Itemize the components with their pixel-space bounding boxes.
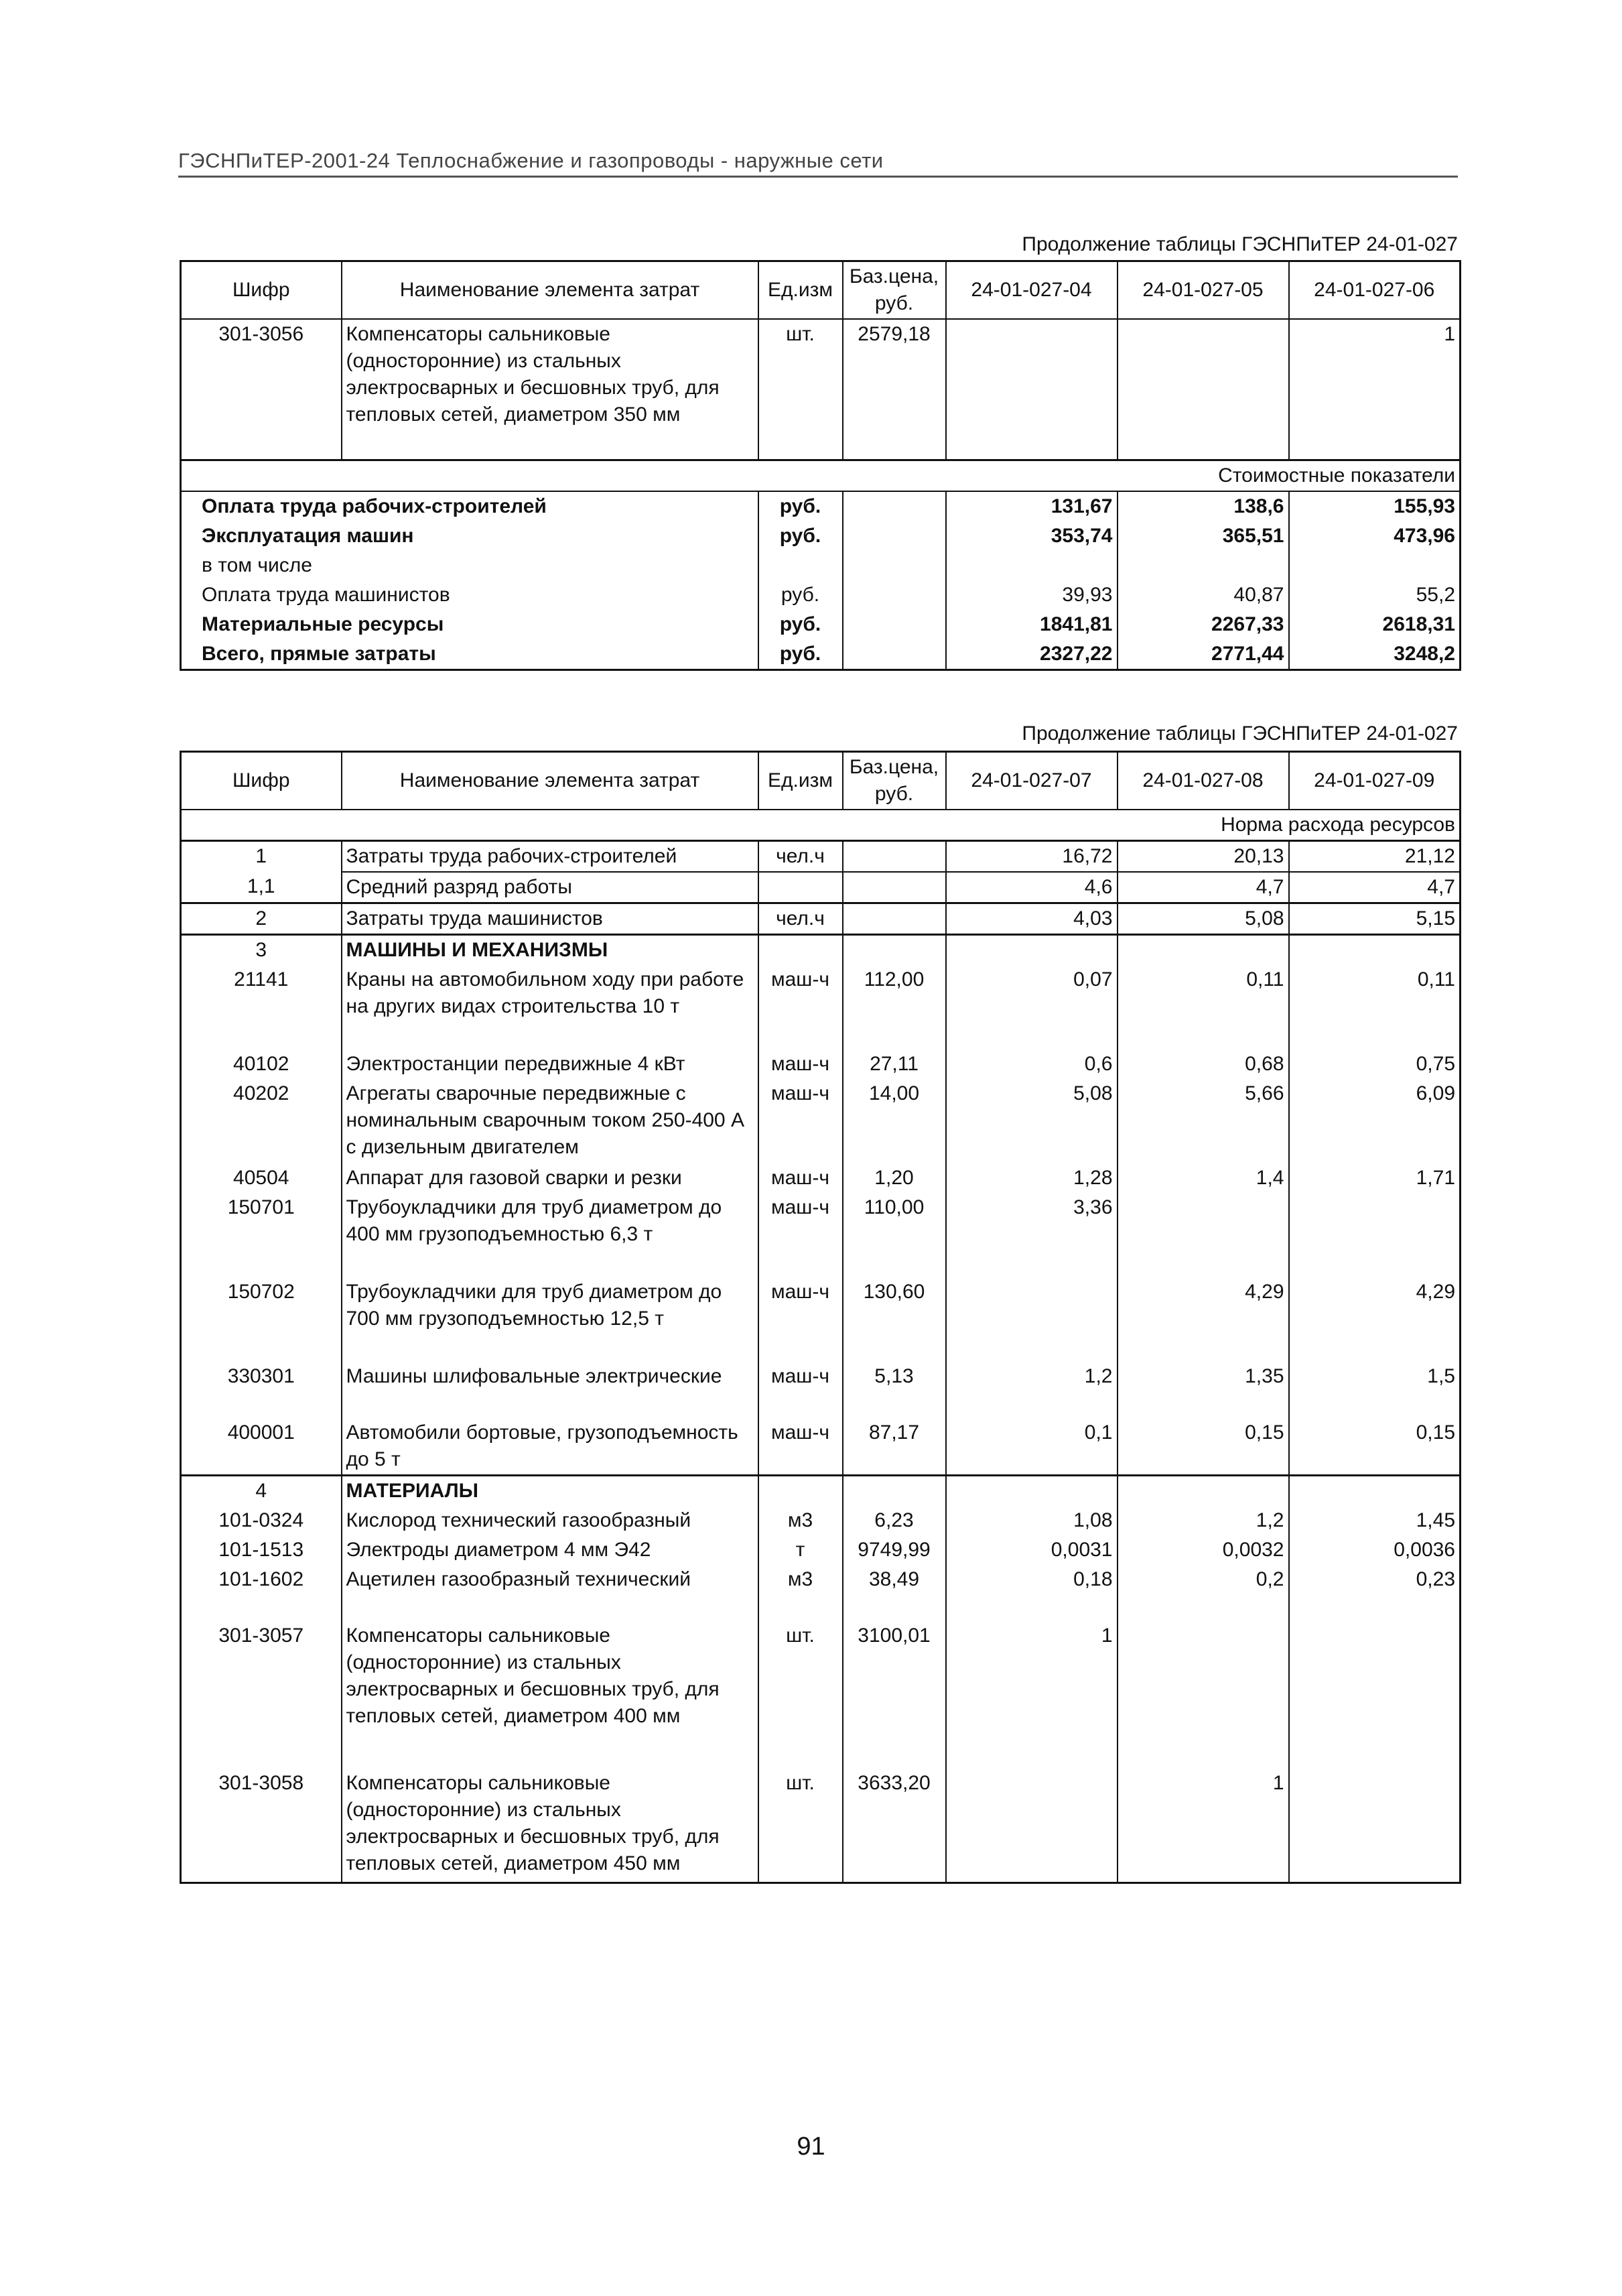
row-code: 40504 [181,1163,342,1193]
row-name: Агрегаты сварочные передвижные с номинальным сварочным током 250-400 А с дизельным двигателем [342,1079,758,1163]
row-code: 301-3057 [181,1621,342,1769]
row-unit: маш-ч [758,965,843,1049]
row-code: 301-3058 [181,1769,342,1883]
row-price: 130,60 [843,1277,946,1362]
cost-v1: 131,67 [946,491,1118,521]
row-price [843,935,946,966]
row-v3: 4,7 [1289,872,1461,903]
table-row [181,841,1461,873]
row-code: 1 [181,841,342,873]
row-name: Машины шлифовальные электрические [342,1362,758,1418]
cost-row [181,580,1461,610]
row-price: 38,49 [843,1565,946,1621]
row-unit: маш-ч [758,1277,843,1362]
cost-v1: 1841,81 [946,610,1118,639]
row-v2: 0,0032 [1118,1535,1289,1565]
row-price: 9749,99 [843,1535,946,1565]
cost-name: Оплата труда машинистов [181,580,758,610]
cost-price [843,521,946,551]
table-row [181,1506,1461,1535]
row-unit: м3 [758,1565,843,1621]
row-unit: маш-ч [758,1418,843,1476]
table-row [181,872,1461,903]
cost-price [843,610,946,639]
cost-v2: 40,87 [1118,580,1289,610]
row-unit: шт. [758,1769,843,1883]
row-v3: 21,12 [1289,841,1461,873]
running-header: ГЭСНПиТЕР-2001-24 Теплоснабжение и газопроводы - наружные сети [178,149,1458,178]
col-code-header: Шифр [181,752,342,810]
row-v1: 0,1 [946,1418,1118,1476]
row-code: 40202 [181,1079,342,1163]
table-row [181,935,1461,966]
col-price-header: Баз.цена, руб. [843,752,946,810]
row-unit [758,935,843,966]
row-v1: 1,2 [946,1362,1118,1418]
row-unit: маш-ч [758,1163,843,1193]
col-v1-header: 24-01-027-07 [946,752,1118,810]
col-unit-header: Ед.изм [758,752,843,810]
cost-row [181,521,1461,551]
table1-item-row [181,319,1461,460]
row-price: 14,00 [843,1079,946,1163]
row-name: Ацетилен газообразный технический [342,1565,758,1621]
row-v3 [1289,1476,1461,1507]
row-v2 [1118,1476,1289,1507]
cost-v2 [1118,551,1289,580]
row-v1: 5,08 [946,1079,1118,1163]
row-name: Электроды диаметром 4 мм Э42 [342,1535,758,1565]
row-code: 150702 [181,1277,342,1362]
row-code: 1,1 [181,872,342,903]
row-code: 400001 [181,1418,342,1476]
row-name: Кислород технический газообразный [342,1506,758,1535]
row-unit: маш-ч [758,1079,843,1163]
cost-name: Всего, прямые затраты [181,639,758,670]
table1-header-row [181,261,1461,320]
row-code: 2 [181,903,342,935]
row-v2: 1,4 [1118,1163,1289,1193]
table1-caption: Продолжение таблицы ГЭСНПиТЕР 24-01-027 [1022,233,1458,255]
row-v1 [946,1277,1118,1362]
section-label: Норма расхода ресурсов [181,810,1461,841]
table2 [180,751,1461,1884]
cost-unit: руб. [758,580,843,610]
section-label-row [181,810,1461,841]
row-price [843,841,946,873]
item-code: 301-3056 [181,319,342,460]
col-v3-header: 24-01-027-06 [1289,261,1461,320]
row-price: 27,11 [843,1049,946,1079]
row-v1: 0,6 [946,1049,1118,1079]
row-unit [758,1476,843,1507]
cost-name: Материальные ресурсы [181,610,758,639]
row-code: 101-0324 [181,1506,342,1535]
row-name: Трубоукладчики для труб диаметром до 400 мм грузоподъемностью 6,3 т [342,1193,758,1277]
cost-name: Эксплуатация машин [181,521,758,551]
row-v1: 0,18 [946,1565,1118,1621]
row-name: Затраты труда рабочих-строителей [342,841,758,873]
table-row [181,1049,1461,1079]
col-v2-header: 24-01-027-08 [1118,752,1289,810]
cost-unit: руб. [758,610,843,639]
table-row [181,965,1461,1049]
row-v1 [946,935,1118,966]
item-v1 [946,319,1118,460]
row-v1: 0,07 [946,965,1118,1049]
row-unit: м3 [758,1506,843,1535]
cost-name: Оплата труда рабочих-строителей [181,491,758,521]
row-price: 6,23 [843,1506,946,1535]
table2-caption: Продолжение таблицы ГЭСНПиТЕР 24-01-027 [1022,722,1458,745]
row-v3: 1,71 [1289,1163,1461,1193]
row-name: МАТЕРИАЛЫ [342,1476,758,1507]
row-v3: 0,11 [1289,965,1461,1049]
row-name: Электростанции передвижные 4 кВт [342,1049,758,1079]
row-price: 5,13 [843,1362,946,1418]
row-price: 87,17 [843,1418,946,1476]
row-price [843,872,946,903]
cost-price [843,551,946,580]
col-v2-header: 24-01-027-05 [1118,261,1289,320]
row-v1: 4,03 [946,903,1118,935]
row-name: Компенсаторы сальниковые (односторонние) из стальных электросварных и бесшовных труб, для тепловых сетей, диаметром 400 мм [342,1621,758,1769]
table-row [181,1476,1461,1507]
row-v3: 6,09 [1289,1079,1461,1163]
section-label-row [181,460,1461,491]
col-name-header: Наименование элемента затрат [342,752,758,810]
cost-v2: 2771,44 [1118,639,1289,670]
item-unit: шт. [758,319,843,460]
cost-v3: 2618,31 [1289,610,1461,639]
row-v3 [1289,1621,1461,1769]
row-price [843,903,946,935]
table2-header-row [181,752,1461,810]
row-price [843,1476,946,1507]
row-v1: 4,6 [946,872,1118,903]
row-v1: 0,0031 [946,1535,1118,1565]
row-v2: 0,11 [1118,965,1289,1049]
cost-name: в том числе [181,551,758,580]
row-v1: 1,28 [946,1163,1118,1193]
cost-price [843,639,946,670]
row-v3: 0,0036 [1289,1535,1461,1565]
row-unit: чел.ч [758,841,843,873]
table1 [180,260,1461,671]
col-name-header: Наименование элемента затрат [342,261,758,320]
col-unit-header: Ед.изм [758,261,843,320]
cost-v3: 155,93 [1289,491,1461,521]
row-name: Трубоукладчики для труб диаметром до 700 мм грузоподъемностью 12,5 т [342,1277,758,1362]
item-v2 [1118,319,1289,460]
row-name: Средний разряд работы [342,872,758,903]
row-price: 1,20 [843,1163,946,1193]
row-unit: маш-ч [758,1049,843,1079]
row-v1 [946,1769,1118,1883]
row-v2: 5,66 [1118,1079,1289,1163]
item-name: Компенсаторы сальниковые (односторонние) из стальных электросварных и бесшовных труб, для тепловых сетей, диаметром 350 мм [342,319,758,460]
row-v2: 0,15 [1118,1418,1289,1476]
row-v2: 20,13 [1118,841,1289,873]
page-number: 91 [797,2132,825,2161]
row-name: Автомобили бортовые, грузоподъемность до 5 т [342,1418,758,1476]
table-row [181,1535,1461,1565]
row-code: 21141 [181,965,342,1049]
row-v3: 0,23 [1289,1565,1461,1621]
row-name: Затраты труда машинистов [342,903,758,935]
row-name: Компенсаторы сальниковые (односторонние) из стальных электросварных и бесшовных труб, для тепловых сетей, диаметром 450 мм [342,1769,758,1883]
cost-v1: 2327,22 [946,639,1118,670]
table-row [181,1193,1461,1277]
row-v2: 1,35 [1118,1362,1289,1418]
row-v1: 16,72 [946,841,1118,873]
cost-unit: руб. [758,491,843,521]
cost-v3 [1289,551,1461,580]
cost-row [181,551,1461,580]
row-code: 4 [181,1476,342,1507]
cost-row [181,639,1461,670]
row-v3: 0,75 [1289,1049,1461,1079]
row-v3: 4,29 [1289,1277,1461,1362]
table-row [181,903,1461,935]
row-code: 40102 [181,1049,342,1079]
row-v2: 1 [1118,1769,1289,1883]
cost-price [843,491,946,521]
col-v1-header: 24-01-027-04 [946,261,1118,320]
row-name: МАШИНЫ И МЕХАНИЗМЫ [342,935,758,966]
table-row [181,1769,1461,1883]
section-label: Стоимостные показатели [181,460,1461,491]
row-v3 [1289,935,1461,966]
row-unit: т [758,1535,843,1565]
row-v3 [1289,1193,1461,1277]
row-unit [758,872,843,903]
row-name: Аппарат для газовой сварки и резки [342,1163,758,1193]
row-v2: 5,08 [1118,903,1289,935]
row-v3: 1,5 [1289,1362,1461,1418]
cost-price [843,580,946,610]
table-row [181,1277,1461,1362]
row-unit: чел.ч [758,903,843,935]
row-v2 [1118,935,1289,966]
row-v3: 0,15 [1289,1418,1461,1476]
row-price: 112,00 [843,965,946,1049]
row-code: 330301 [181,1362,342,1418]
row-unit: шт. [758,1621,843,1769]
cost-v3: 55,2 [1289,580,1461,610]
row-v2 [1118,1621,1289,1769]
row-v1: 1,08 [946,1506,1118,1535]
table-row [181,1163,1461,1193]
row-v3: 1,45 [1289,1506,1461,1535]
row-v3 [1289,1769,1461,1883]
col-price-header: Баз.цена, руб. [843,261,946,320]
cost-v3: 473,96 [1289,521,1461,551]
cost-row [181,610,1461,639]
item-price: 2579,18 [843,319,946,460]
cost-v2: 138,6 [1118,491,1289,521]
row-v2: 0,2 [1118,1565,1289,1621]
row-v3: 5,15 [1289,903,1461,935]
row-code: 150701 [181,1193,342,1277]
cost-v1 [946,551,1118,580]
col-v3-header: 24-01-027-09 [1289,752,1461,810]
row-v2: 0,68 [1118,1049,1289,1079]
row-v1: 3,36 [946,1193,1118,1277]
row-price: 3633,20 [843,1769,946,1883]
row-code: 101-1513 [181,1535,342,1565]
item-v3: 1 [1289,319,1461,460]
cost-v3: 3248,2 [1289,639,1461,670]
cost-v1: 353,74 [946,521,1118,551]
row-price: 110,00 [843,1193,946,1277]
row-code: 3 [181,935,342,966]
row-v2: 4,29 [1118,1277,1289,1362]
row-price: 3100,01 [843,1621,946,1769]
table-row [181,1621,1461,1769]
cost-unit [758,551,843,580]
table-row [181,1362,1461,1418]
row-v2 [1118,1193,1289,1277]
cost-unit: руб. [758,521,843,551]
cost-unit: руб. [758,639,843,670]
row-name: Краны на автомобильном ходу при работе на других видах строительства 10 т [342,965,758,1049]
row-v1 [946,1476,1118,1507]
cost-v1: 39,93 [946,580,1118,610]
row-code: 101-1602 [181,1565,342,1621]
cost-v2: 365,51 [1118,521,1289,551]
row-v2: 1,2 [1118,1506,1289,1535]
table-row [181,1418,1461,1476]
table-row [181,1079,1461,1163]
row-v1: 1 [946,1621,1118,1769]
row-v2: 4,7 [1118,872,1289,903]
row-unit: маш-ч [758,1362,843,1418]
table-row [181,1565,1461,1621]
col-code-header: Шифр [181,261,342,320]
cost-v2: 2267,33 [1118,610,1289,639]
row-unit: маш-ч [758,1193,843,1277]
cost-row [181,491,1461,521]
